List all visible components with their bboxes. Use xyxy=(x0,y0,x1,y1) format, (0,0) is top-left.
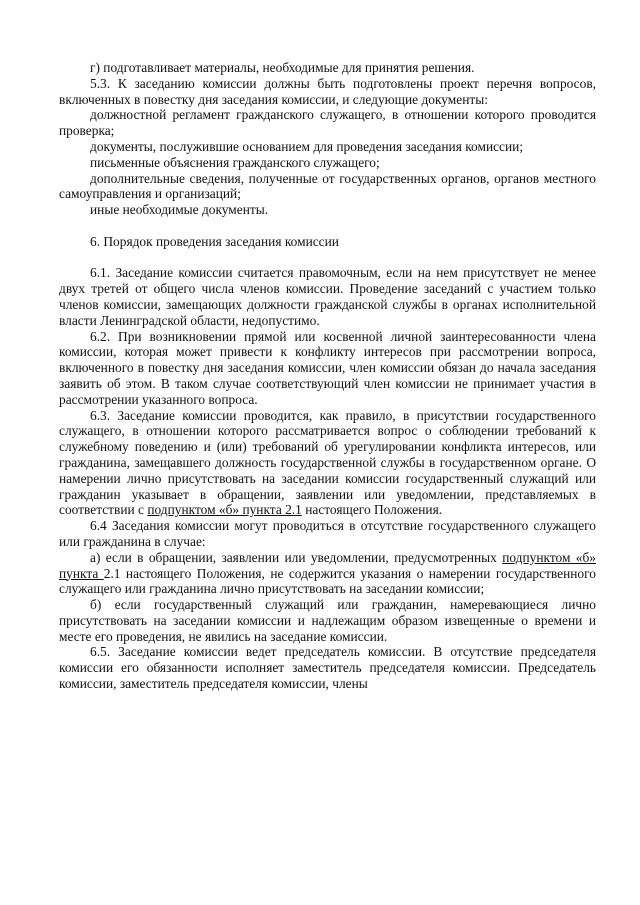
reference-link-b[interactable]: подпунктом «б» пункта xyxy=(59,549,596,581)
paragraph-5-3: 5.3. К заседанию комиссии должны быть подготовлены проект перечня вопросов, включенных в повестку дня заседания комиссии, и следующие документы: xyxy=(59,75,596,107)
paragraph-6-3-text: 6.3. Заседание комиссии проводится, как правило, в присутствии государственного служащего, в отношении которого рассматривается вопрос о соблюдении требований к служебному поведению и (или) требований об урегулировании конфликта интересов, или гражданина, замещавшего должность государственной службы в государственном органе. О намерении лично присутствовать на заседании комиссии государственный служащий или гражданин указывает в обращении, заявлении или уведомлении, представляемых в соответствии с xyxy=(59,407,596,518)
paragraph-6-3-tail: настоящего Положения. xyxy=(301,502,443,518)
paragraph-6-2: 6.2. При возникновении прямой или косвенной личной заинтересованности члена комиссии, которая может привести к конфликту интересов при рассмотрении вопроса, включенного в повестку дня заседания комиссии, член комиссии обязан до начала заседания заявить об этом. В таком случае соответствующий член комиссии не принимает участия в рассмотрении указанного вопроса. xyxy=(59,328,596,407)
paragraph-job-regulation: должностной регламент гражданского служащего, в отношении которого проводится проверка; xyxy=(59,107,596,139)
document-body xyxy=(59,60,596,692)
paragraph-6-1: 6.1. Заседание комиссии считается правомочным, если на нем присутствует не менее двух третей от общего числа членов комиссии. Проведение заседаний с участием только членов комиссии, замещающих должности гражданской службы в органах исполнительной власти Ленинградской области, недопустимо. xyxy=(59,265,596,328)
paragraph-6-3 xyxy=(59,408,596,519)
paragraph-6-4: 6.4 Заседания комиссии могут проводиться в отсутствие государственного служащего или гражданина в случае: xyxy=(59,518,596,549)
paragraph-6-4-a-tail: 2.1 настоящего Положения, не содержится указания о намерении государственного служащего или гражданина лично присутствовать на заседании комиссии; xyxy=(59,565,596,597)
paragraph-6-4-b: б) если государственный служащий или гражданин, намеревающиеся лично присутствовать на заседании комиссии и надлежащим образом извещенные о времени и месте его проведения, не явились на заседание комиссии. xyxy=(59,597,596,644)
paragraph-6-5: 6.5. Заседание комиссии ведет председатель комиссии. В отсутствие председателя комиссии его обязанности исполняет заместитель председателя комиссии. Председатель комиссии, заместитель председателя комиссии, члены xyxy=(59,644,596,692)
spacer xyxy=(59,218,596,234)
paragraph-6-4-a xyxy=(59,550,596,597)
section-heading: 6. Порядок проведения заседания комиссии xyxy=(90,233,339,249)
paragraph-additional-info: дополнительные сведения, полученные от государственных органов, органов местного самоуправления и организаций; xyxy=(59,170,596,202)
paragraph-item-g: г) подготавливает материалы, необходимые для принятия решения. xyxy=(90,60,475,75)
paragraph-written-explanations: письменные объяснения гражданского служащего; xyxy=(90,154,380,170)
paragraph-other-documents: иные необходимые документы. xyxy=(90,202,269,218)
reference-link-2-1[interactable]: подпунктом «б» пункта 2.1 xyxy=(147,502,302,518)
paragraph-basis-documents: документы, послужившие основанием для проведения заседания комиссии; xyxy=(90,138,524,154)
paragraph-6-4-a-text: а) если в обращении, заявлении или уведомлении, предусмотренных xyxy=(90,549,503,565)
spacer xyxy=(59,250,596,266)
